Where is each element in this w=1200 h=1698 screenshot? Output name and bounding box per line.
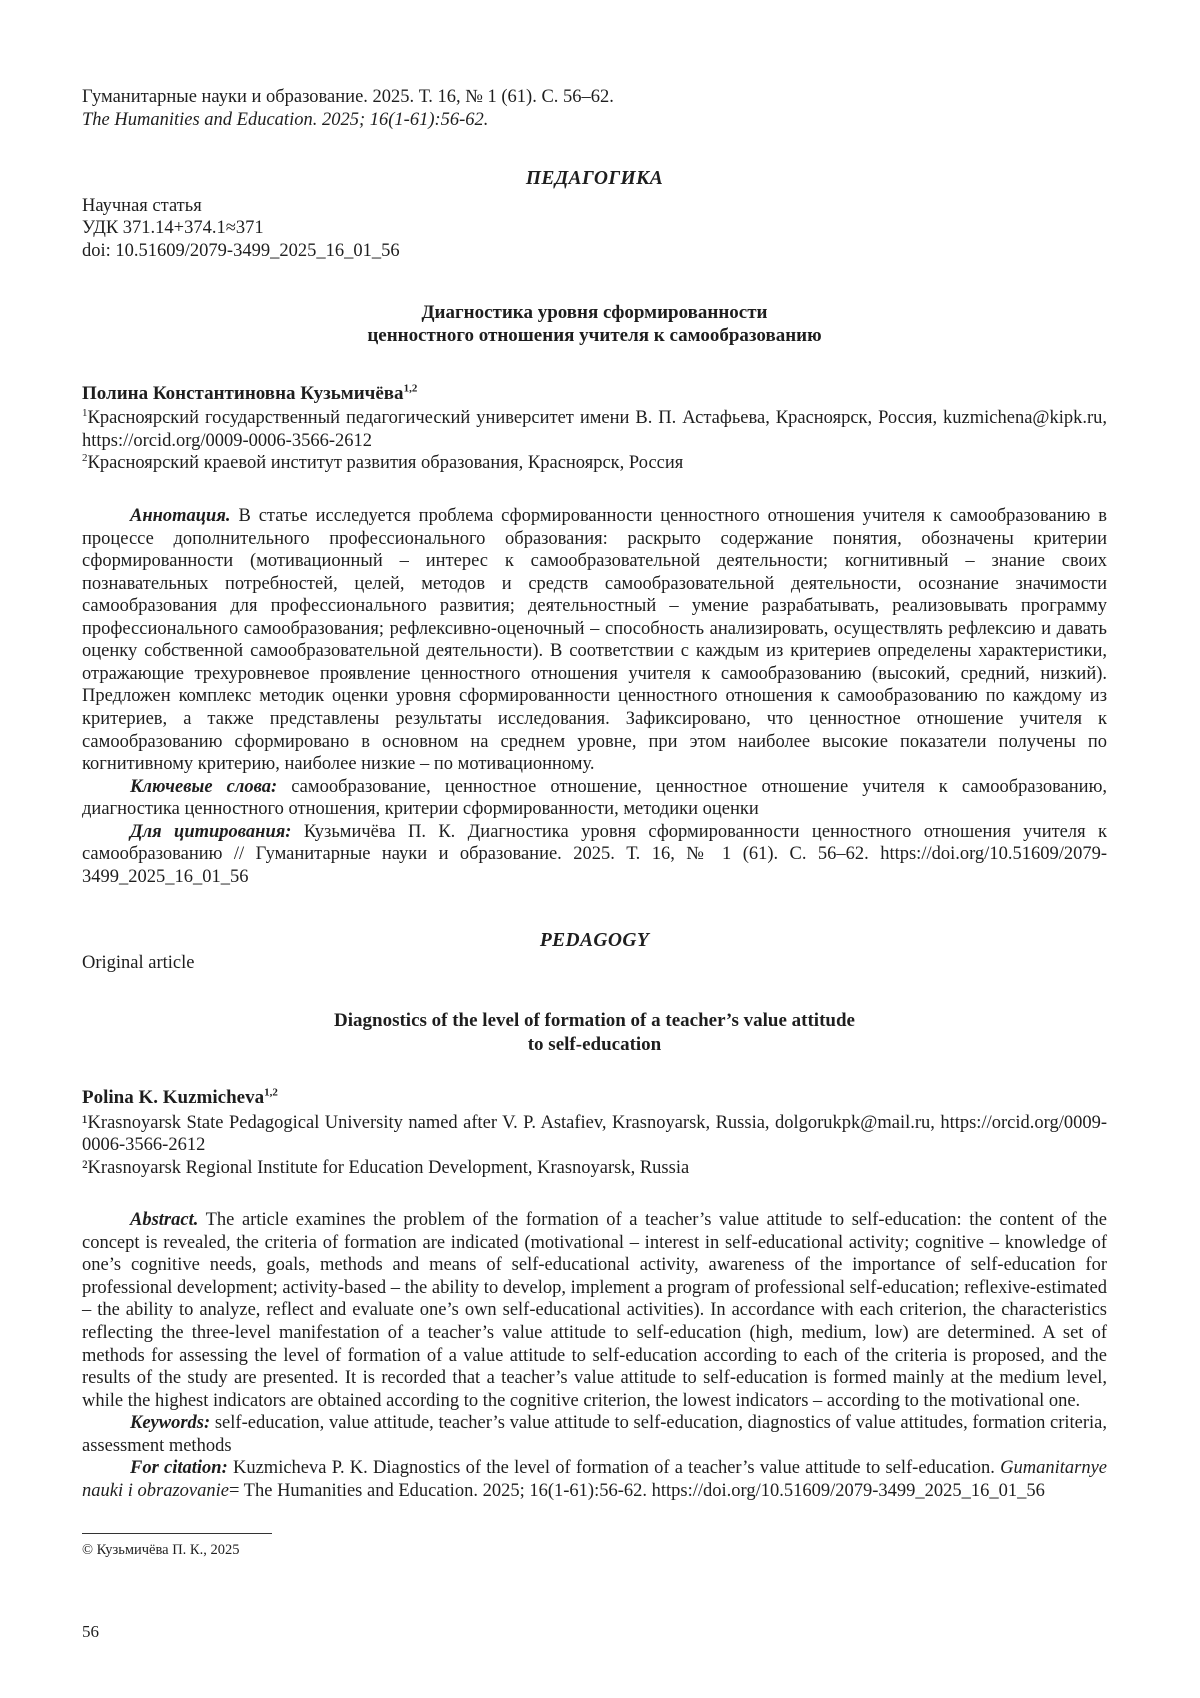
affiliation-2-ru [82,452,1107,475]
article-title-en [82,1009,1107,1057]
journal-header [82,86,1107,131]
keywords-text-en: self-education, value attitude, teacher’s value attitude to self-education, diagnostics of value attitudes, formation criteria, assessment methods [82,1413,1107,1456]
doi: doi: 10.51609/2079-3499_2025_16_01_56 [82,241,400,262]
author-name-ru: Полина Константиновна Кузьмичёва [82,383,404,405]
section-heading-ru: ПЕДАГОГИКА [525,168,664,190]
article-type-en: Original article [82,953,195,974]
affiliation-1-number-ru: 1 [82,407,88,420]
author-affiliation-marks-ru: 1,2 [403,382,418,395]
abstract-block-ru [82,505,1107,889]
article-meta-ru [82,195,1107,263]
affiliation-1-text-ru: Красноярский государственный педагогический университет имени В. П. Астафьева, Красноярск, Россия, kuzmichena@kipk.ru, https://orcid.org/0009-0006-3566-2612 [82,408,1107,451]
keywords-ru [82,776,1107,821]
author-en [82,1086,1107,1109]
article-page [82,86,1107,1559]
keywords-text-ru: самообразование, ценностное отношение, ценностное отношение учителя к самообразованию, диагностика ценностного отношения, критерии сформированности, методики оценки [82,776,1108,820]
article-type-ru: Научная статья [82,195,202,216]
keywords-label-en: Keywords: [130,1413,211,1434]
affiliation-2-en: ²Krasnoyarsk Regional Institute for Education Development, Krasnoyarsk, Russia [82,1157,690,1178]
citation-en [82,1457,1107,1502]
abstract-text-ru: В статье исследуется проблема сформированности ценностного отношения учителя к самообразованию в процессе дополнительного профессионального образования: раскрыто содержание понятия, обозначены критерии сформированности (мотивационный – интерес к самообразовательной деятельности; когнитивный – знание своих познавательных потребностей, целей, методов и средств самообразовательной деятельности, осознание значимости самообразования для профессионального развития; деятельностный – умение разрабатывать, реализовывать программу профессионального самообразования; рефлексивно-оценочный – способность анализировать, осуществлять рефлексию и давать оценку собственной самообразовательной деятельности). В соответствии с каждым из критериев определены характеристики, отражающие трехуровневое проявление ценностного отношения учителя к самообразованию (высокий, средний, низкий). Предложен комплекс методик оценки уровня сформированности ценностного отношения к самообразованию по каждому из критериев, а также представлены результаты исследования. Зафиксировано, что ценностное отношение учителя к самообразованию сформировано в основном на среднем уровне, при этом наиболее высокие показатели получены по когнитивному критерию, наиболее низкие – по мотивационному. [82,505,1108,775]
title-en-line-2: to self-education [527,1033,662,1055]
keywords-en [82,1412,1107,1457]
section-heading-en: PEDAGOGY [539,929,650,951]
abstract-label-en: Abstract. [130,1210,199,1231]
abstract-label-ru: Аннотация. [130,505,231,526]
abstract-en [82,1209,1107,1412]
title-en-line-1: Diagnostics of the level of formation of a teacher’s value attitude [334,1009,855,1031]
citation-label-ru: Для цитирования: [130,821,292,842]
citation-label-en: For citation: [130,1458,228,1479]
title-ru-line-1: Диагностика уровня сформированности [421,301,768,323]
affiliation-1-ru [82,407,1107,452]
page-number: 56 [82,1622,99,1641]
journal-citation-en: The Humanities and Education. 2025; 16(1-61):56-62. [82,109,489,130]
udc: УДК 371.14+374.1≈371 [82,218,264,239]
abstract-block-en [82,1209,1107,1502]
author-ru [82,382,1107,405]
footnote-divider [82,1533,272,1534]
abstract-ru [82,505,1107,776]
author-name-en: Polina K. Kuzmicheva [82,1087,265,1109]
citation-text-en: Kuzmicheva P. K. Diagnostics of the level of formation of a teacher’s value attitude to self-education. [232,1458,995,1479]
citation-ru [82,821,1107,889]
article-title-ru [82,301,1107,349]
copyright-footnote: © Кузьмичёва П. К., 2025 [82,1541,240,1558]
affiliation-2-text-ru: Красноярский краевой институт развития образования, Красноярск, Россия [87,453,684,474]
abstract-text-en: The article examines the problem of the formation of a teacher’s value attitude to self-education: the content of the concept is revealed, the criteria of formation are indicated (motivational – interest in self-educational activity; cognitive – knowledge of one’s cognitive needs, goals, methods and means of self-educational activity, awareness of the importance of self-education for professional development; activity-based – the ability to develop, implement a program of professional self-education; reflexive-estimated – the ability to analyze, reflect and evaluate one’s own self-educational activities). In accordance with each criterion, the characteristics reflecting the three-level manifestation of a teacher’s value attitude to self-education (high, medium, low) are determined. A set of methods for assessing the level of formation of a value attitude to self-education according to each of the criteria is proposed, and the results of the study are presented. It is recorded that a teacher’s value attitude to self-education is formed mainly at the medium level, while the highest indicators are obtained according to the cognitive criterion, the lowest indicators – according to the motivational one. [82,1210,1107,1411]
title-ru-line-2: ценностного отношения учителя к самообразованию [367,325,822,347]
affiliation-1-en: ¹Krasnoyarsk State Pedagogical University named after V. P. Astafiev, Krasnoyarsk, Russia, dolgorukpk@mail.ru, https://orcid.org/0009-0006-3566-2612 [82,1112,1107,1156]
author-affiliation-marks-en: 1,2 [264,1087,278,1100]
keywords-label-ru: Ключевые слова: [130,776,278,797]
citation-text-en-rest: = The Humanities and Education. 2025; 16(1-61):56-62. https://doi.org/10.51609/2079-3499_2025_16_01_56 [228,1480,1045,1501]
citation-text-ru: Кузьмичёва П. К. Диагностика уровня сформированности ценностного отношения учителя к самообразованию // Гуманитарные науки и образование. 2025. Т. 16, № 1 (61). С. 56–62. https://doi.org/10.51609/2079-3499_2025_16_01_56 [82,821,1107,887]
citation-journal-translit: Gumanitarnye nauki i obrazovanie [82,1458,1107,1501]
journal-citation-ru: Гуманитарные науки и образование. 2025. Т. 16, № 1 (61). С. 56–62. [82,87,614,107]
affiliation-2-number-ru: 2 [82,452,88,465]
